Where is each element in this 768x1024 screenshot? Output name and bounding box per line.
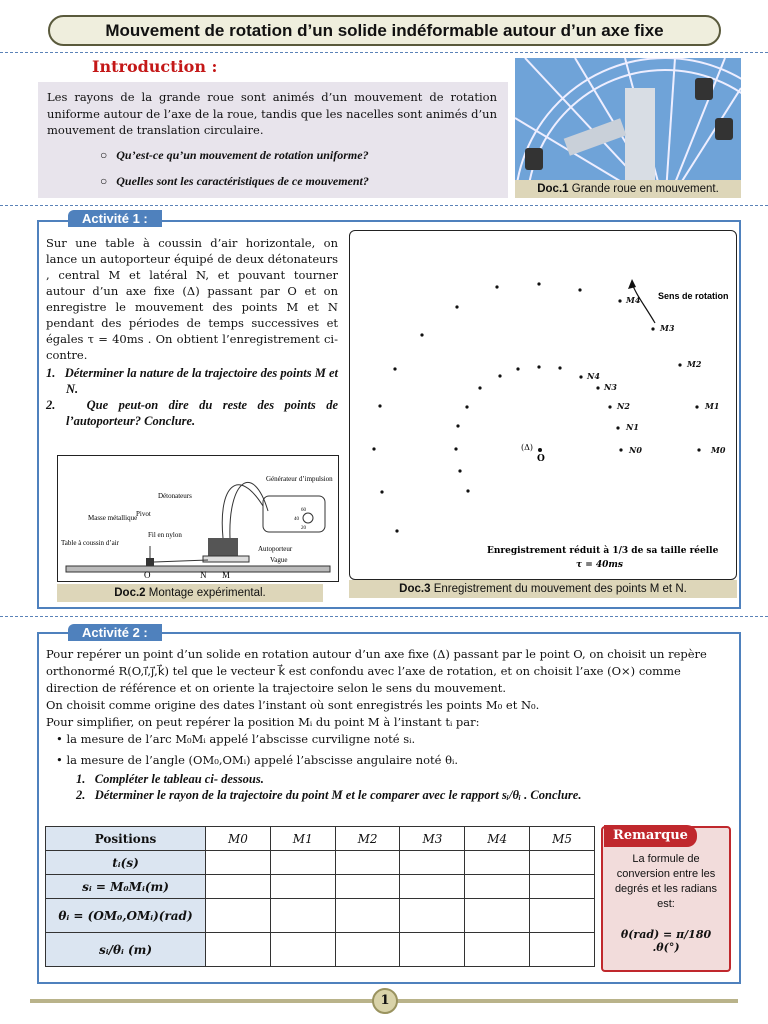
table-cell[interactable] xyxy=(270,933,335,967)
activite2-p3: Pour simplifier, on peut repérer la position Mᵢ du point M à l’instant tᵢ par: xyxy=(46,715,480,729)
divider xyxy=(0,205,768,206)
remarque-text: La formule de conversion entre les degrés et les radians est: xyxy=(614,853,718,910)
dial-20: 20 xyxy=(301,526,306,531)
rotation-direction-label: Sens de rotation xyxy=(658,291,729,301)
activite2-p1: Pour repérer un point d’un solide en rotation autour d’un axe fixe (Δ) passant par le point O, on choisit un repère orthonormé R(O,i⃗,j⃗,k⃗) tel que le vecteur k⃗ est confondu avec l’axe de rotation, et on choisit l’axe (O×) comme direction de référence et on oriente la trajectoire selon le sens du mouvement. xyxy=(46,647,707,695)
activite2-bullet-1: • la mesure de l’arc M₀Mᵢ appelé l’abscisse curviligne noté sᵢ. xyxy=(56,732,416,746)
table-header-row xyxy=(46,827,595,851)
table-cell[interactable] xyxy=(206,851,271,875)
recording-diagram xyxy=(349,230,737,580)
table-cell[interactable] xyxy=(206,899,271,933)
table-cell[interactable] xyxy=(465,899,530,933)
activite2-question-1: 1. Compléter le tableau ci- dessous. xyxy=(76,772,264,786)
label-n1: N1 xyxy=(626,422,639,432)
intro-heading: Introduction : xyxy=(92,57,218,76)
table-row xyxy=(46,875,595,899)
label-n: N xyxy=(200,570,207,580)
label-generateur: Générateur d’impulsion xyxy=(266,475,333,483)
table-row-header: θᵢ = (OM₀,OMᵢ)(rad) xyxy=(46,899,206,933)
page-number: 1 xyxy=(372,988,398,1014)
table-col-header: M2 xyxy=(335,827,400,851)
table-cell[interactable] xyxy=(400,933,465,967)
delta-label: (Δ) xyxy=(521,443,534,452)
divider xyxy=(0,616,768,617)
table-cell[interactable] xyxy=(206,933,271,967)
label-m1: M1 xyxy=(705,401,720,411)
table-row xyxy=(46,851,595,875)
activite1-text: Sur une table à coussin d’air horizontale, on lance un autoporteur équipé de deux détonateurs , central M et latéral N, et pouvant tourner autour d’un axe fixe (Δ) passant par O et on enregistre le mouvement des points M et N pendant des périodes de temps successives et égales τ = 40ms . On obtient l’enregistrement ci-contre. 1. Déterminer la nature de la trajectoire des points M et N. 2. Que peut-on dire du reste des points de l’autoporteur? Conclure. xyxy=(46,236,339,428)
dial-60: 60 xyxy=(301,508,306,513)
table-cell[interactable] xyxy=(206,875,271,899)
intro-question-2: ○ Quelles sont les caractéristiques de ce mouvement? xyxy=(100,174,369,188)
table-header: Positions xyxy=(46,827,206,851)
table-col-header: M4 xyxy=(465,827,530,851)
doc1-caption: Doc.1 Grande roue en mouvement. xyxy=(515,180,741,198)
positions-table xyxy=(45,826,595,967)
table-cell[interactable] xyxy=(335,851,400,875)
activite2-p2: On choisit comme origine des dates l’instant où sont enregistrés les points M₀ et N₀. xyxy=(46,698,540,712)
label-n4: N4 xyxy=(587,371,600,381)
table-cell[interactable] xyxy=(270,875,335,899)
table-cell[interactable] xyxy=(465,933,530,967)
remarque-title: Remarque xyxy=(604,825,697,847)
table-row xyxy=(46,899,595,933)
table-cell[interactable] xyxy=(530,933,595,967)
table-cell[interactable] xyxy=(270,899,335,933)
label-m0: M0 xyxy=(711,445,726,455)
table-cell[interactable] xyxy=(530,851,595,875)
label-o: O xyxy=(144,570,151,580)
table-cell[interactable] xyxy=(465,851,530,875)
label-table: Table à coussin d’air xyxy=(61,539,120,547)
table-cell[interactable] xyxy=(400,875,465,899)
label-m2: M2 xyxy=(687,359,702,369)
table-row-header: sᵢ = M₀Mᵢ(m) xyxy=(46,875,206,899)
doc2-caption: Doc.2 Montage expérimental. xyxy=(57,584,323,602)
intro-text: Les rayons de la grande roue sont animés d’un mouvement de rotation uniforme autour de l’axe de la roue, tandis que les nacelles sont animés d’un mouvement de translation circulaire. xyxy=(47,90,497,137)
origin-label: O xyxy=(537,454,545,464)
table-cell[interactable] xyxy=(335,933,400,967)
table-row xyxy=(46,933,595,967)
label-m3: M3 xyxy=(660,323,675,333)
table-cell[interactable] xyxy=(530,875,595,899)
remarque-formula: θ(rad) = π/180 .θ(°) xyxy=(620,928,712,954)
activite1-tab: Activité 1 : xyxy=(68,210,162,227)
table-cell[interactable] xyxy=(270,851,335,875)
label-m4: M4 xyxy=(626,295,641,305)
ferris-wheel-image xyxy=(515,58,741,180)
label-n3: N3 xyxy=(604,382,617,392)
table-cell[interactable] xyxy=(335,875,400,899)
dial-40: 40 xyxy=(294,517,299,522)
intro-question-1: ○ Qu’est-ce qu’un mouvement de rotation uniforme? xyxy=(100,148,369,162)
activite2-text xyxy=(46,646,726,803)
table-cell[interactable] xyxy=(465,875,530,899)
label-autoporteur: Autoporteur xyxy=(258,545,293,553)
activite2-tab: Activité 2 : xyxy=(68,624,162,641)
table-col-header: M1 xyxy=(270,827,335,851)
label-detonateurs: Détonateurs xyxy=(158,492,192,500)
table-row-header: sᵢ/θᵢ (m) xyxy=(46,933,206,967)
activite2-bullet-2: • la mesure de l’angle (OM₀,OMᵢ) appelé l’abscisse angulaire noté θᵢ. xyxy=(56,753,459,767)
label-vague: Vague xyxy=(270,556,288,564)
page-title: Mouvement de rotation d’un solide indéformable autour d’un axe fixe xyxy=(48,15,721,46)
label-masse: Masse métallique xyxy=(88,514,138,522)
table-cell[interactable] xyxy=(335,899,400,933)
label-fil: Fil en nylon xyxy=(148,531,182,539)
table-col-header: M5 xyxy=(530,827,595,851)
divider xyxy=(0,52,768,53)
label-n2: N2 xyxy=(617,401,630,411)
recording-tau: τ = 40ms xyxy=(576,560,623,570)
table-cell[interactable] xyxy=(400,851,465,875)
doc3-caption: Doc.3 Enregistrement du mouvement des points M et N. xyxy=(349,580,737,598)
label-n0: N0 xyxy=(629,445,642,455)
table-row-header: tᵢ(s) xyxy=(46,851,206,875)
experimental-setup-diagram xyxy=(57,455,339,582)
table-col-header: M3 xyxy=(400,827,465,851)
table-cell[interactable] xyxy=(400,899,465,933)
label-pivot: Pivot xyxy=(136,510,151,518)
recording-scale-note: Enregistrement réduit à 1/3 de sa taille réelle xyxy=(487,546,719,556)
activite2-question-2: 2. Déterminer le rayon de la trajectoire du point M et le comparer avec le rapport sᵢ/θᵢ . Conclure. xyxy=(76,788,582,802)
label-m: M xyxy=(222,570,231,580)
table-cell[interactable] xyxy=(530,899,595,933)
table-col-header: M0 xyxy=(206,827,271,851)
recording-dots xyxy=(372,282,581,532)
